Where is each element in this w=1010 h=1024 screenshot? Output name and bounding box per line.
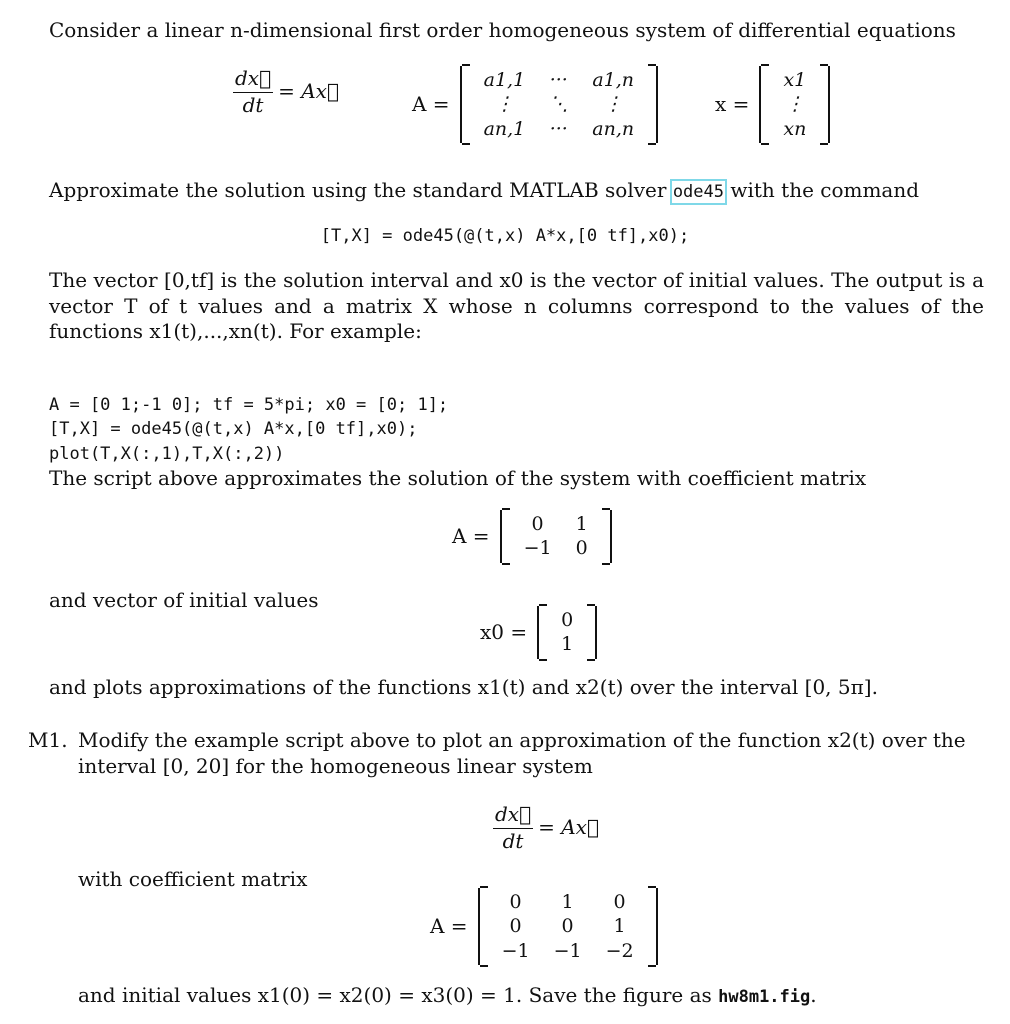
vector-x (705, 66, 830, 143)
intro-text: Consider a linear n-dimensional first order homogeneous system of differential equations (49, 18, 956, 42)
matrix-cell: 0 (561, 609, 574, 631)
approx-before: Approximate the solution using the standard MATLAB solver (49, 178, 667, 202)
x0-vector (470, 606, 597, 659)
matrix-cell: 0 (531, 513, 544, 535)
matrix-cell: 1 (561, 891, 574, 913)
vector-paragraph: The vector [0,tf] is the solution interval and x0 is the vector of initial values. The output is a vector T of t values and a matrix X whose n columns correspond to the values of the functions x1(t),...,xn(t). For example: (49, 268, 984, 344)
final-text (78, 983, 986, 1009)
matrix-cell: ··· (549, 69, 568, 91)
matrix-cell: ⋮ (603, 93, 623, 116)
matrix-label: A = (412, 91, 450, 116)
matrix-label: A = (430, 913, 468, 938)
matrix-cell: −1 (553, 939, 582, 962)
approx-text (49, 178, 984, 204)
matrix-cell: ··· (549, 117, 568, 140)
m1-text: Modify the example script above to plot an approximation of the function x2(t) over the interval [0, 20] for the homogeneous linear system (78, 728, 966, 778)
matrix-cell: ⋮ (785, 93, 805, 116)
matrix-cell: a1,n (592, 69, 635, 91)
coef-text: with coefficient matrix (78, 867, 308, 891)
matrix-cell: −1 (523, 537, 552, 560)
example-matrix-A (442, 510, 612, 563)
matrix-cell: 1 (575, 513, 588, 535)
matrix-cell: 0 (509, 915, 522, 938)
filename: hw8m1.fig (718, 987, 811, 1007)
code-line: plot(T,X(:,1),T,X(:,2)) (49, 443, 285, 464)
matrix-cell: 0 (561, 915, 574, 938)
code-line: [T,X] = ode45(@(t,x) A*x,[0 tf],x0); (49, 419, 418, 440)
script-text: The script above approximates the solution of the system with coefficient matrix (49, 466, 867, 490)
approx-after: with the command (730, 178, 920, 202)
matrix-cell: xn (783, 117, 807, 140)
initial-text: and vector of initial values (49, 588, 319, 612)
matrix-cell: an,n (592, 117, 635, 140)
vector-label: x0 = (480, 619, 528, 644)
matrix-cell: ⋮ (494, 93, 514, 116)
plots-text: and plots approximations of the functions x1(t) and x2(t) over the interval [0, 5π]. (49, 675, 878, 699)
matrix-cell: x1 (783, 69, 807, 91)
matrix-cell: an,1 (483, 117, 526, 140)
general-matrix-A (402, 66, 658, 143)
system-equation: $\frac{dx⃗}{dt}$ = Ax⃗ (235, 66, 339, 117)
matrix-cell: 0 (575, 537, 588, 560)
final-sentence: and initial values x1(0) = x2(0) = x3(0) = 1. Save the figure as (78, 983, 712, 1007)
matrix-cell: 1 (613, 915, 626, 938)
matrix-cell: a1,1 (483, 69, 526, 91)
m1-matrix-A (420, 888, 658, 965)
matrix-label: A = (452, 523, 490, 548)
matrix-cell: −2 (605, 939, 634, 962)
m1-system-equation: $\frac{dx⃗}{dt}$ = Ax⃗ (495, 802, 599, 853)
matrix-cell: 0 (509, 891, 522, 913)
matrix-cell: −1 (501, 939, 530, 962)
code-line: A = [0 1;-1 0]; tf = 5*pi; x0 = [0; 1]; (49, 394, 449, 415)
final-period: . (810, 983, 817, 1007)
matrix-cell: ⋱ (549, 93, 569, 116)
matrix-cell: 1 (561, 633, 574, 656)
solver-name: ode45 (672, 182, 724, 202)
problem-label: M1. (28, 728, 68, 752)
matrix-cell: 0 (613, 891, 626, 913)
command-line: [T,X] = ode45(@(t,x) A*x,[0 tf],x0); (320, 226, 690, 246)
vector-label: x = (715, 91, 750, 116)
